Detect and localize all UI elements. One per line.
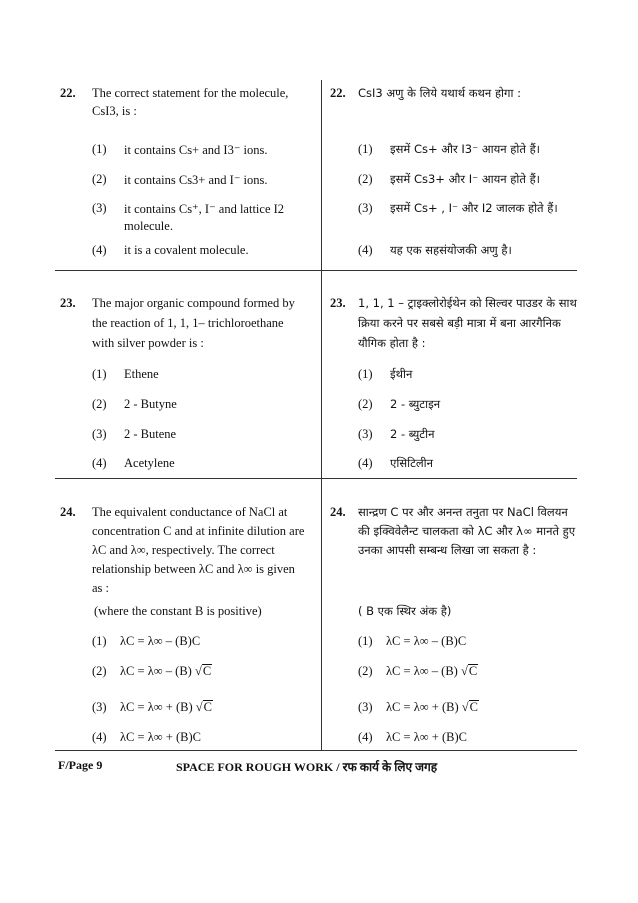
q22-hi-stem: CsI3 अणु के लिये यथार्थ कथन होगा : — [358, 86, 522, 100]
q23-number-hi: 23. — [330, 296, 346, 310]
q24-stem-line5: as : — [92, 581, 110, 595]
sqrt-symbol: C — [469, 700, 478, 714]
q23-stem-line2: the reaction of 1, 1, 1– trichloroethane — [92, 316, 284, 330]
q23-opt1-num: (1) — [92, 367, 107, 381]
sqrt-symbol: C — [468, 664, 478, 678]
q22-opt1-text: it contains Cs+ and I3⁻ ions. — [124, 143, 268, 157]
q22-hi-opt2-text: इसमें Cs3+ और I⁻ आयन होते हैं। — [390, 172, 541, 186]
q22-number-hi: 22. — [330, 86, 346, 100]
q23-hi-opt1-text: ईथीन — [390, 367, 413, 381]
footer-rule — [55, 750, 577, 751]
q23-hi-opt4-num: (4) — [358, 456, 373, 470]
q22-hi-opt1-num: (1) — [358, 142, 373, 156]
q22-stem-line2: CsI3, is : — [92, 104, 137, 118]
q22-hi-opt4-text: यह एक सहसंयोजकी अणु है। — [390, 243, 512, 257]
q23-stem-line1: The major organic compound formed by — [92, 296, 295, 310]
page-number: F/Page 9 — [58, 758, 103, 772]
q24-stem-line1: The equivalent conductance of NaCl at — [92, 505, 288, 519]
q23-stem-line3: with silver powder is : — [92, 336, 204, 350]
q23-hi-opt2-num: (2) — [358, 397, 373, 411]
q24-hi-opt3-num: (3) — [358, 700, 373, 714]
q23-hi-opt4-text: एसिटिलीन — [390, 456, 434, 470]
q24-hi-opt1-expr: λC = λ∞ – (B)C — [386, 634, 467, 648]
q23-hi-opt3-text: 2 - ब्युटीन — [390, 427, 435, 441]
separator-23-24 — [55, 478, 577, 479]
q24-stem-line2: concentration C and at infinite dilution are — [92, 524, 305, 538]
q23-opt2-num: (2) — [92, 397, 107, 411]
q22-hi-opt1-text: इसमें Cs+ और I3⁻ आयन होते हैं। — [390, 142, 541, 156]
separator-22-23 — [55, 270, 577, 271]
q24-stem-line3: λC and λ∞, respectively. The correct — [92, 543, 275, 557]
q24-hi-opt3-expr: λC = λ∞ + (B) √C — [386, 700, 478, 714]
q24-number-en: 24. — [60, 505, 76, 519]
q24-hi-opt4-expr: λC = λ∞ + (B)C — [386, 730, 467, 744]
q22-stem-line1: The correct statement for the molecule, — [92, 86, 289, 100]
q22-opt4-text: it is a covalent molecule. — [124, 243, 249, 257]
q24-hi-stem-line2: की इक्विवेलैन्ट चालकता को λC और λ∞ मानते हुए — [358, 524, 576, 538]
q24-hi-stem-line3: उनका आपसी सम्बन्ध लिखा जा सकता है : — [358, 543, 537, 557]
q23-hi-opt2-text: 2 - ब्युटाइन — [390, 397, 441, 411]
q22-opt2-text: it contains Cs3+ and I⁻ ions. — [124, 173, 268, 187]
q24-opt3-expr: λC = λ∞ + (B) √C — [120, 700, 212, 714]
q24-hi-stem-line1: सान्द्रण C पर और अनन्त तनुता पर NaCl विलयन — [358, 505, 568, 519]
q22-hi-opt2-num: (2) — [358, 172, 373, 186]
q24-note: (where the constant B is positive) — [94, 604, 262, 618]
q23-hi-opt1-num: (1) — [358, 367, 373, 381]
q22-hi-opt4-num: (4) — [358, 243, 373, 257]
q24-hi-opt1-num: (1) — [358, 634, 373, 648]
q24-opt4-num: (4) — [92, 730, 107, 744]
sqrt-symbol: C — [202, 664, 212, 678]
q23-opt3-text: 2 - Butene — [124, 427, 177, 441]
q23-opt4-text: Acetylene — [124, 456, 175, 470]
rough-work-label: SPACE FOR ROUGH WORK / रफ कार्य के लिए जगह — [176, 760, 438, 774]
q23-hi-opt3-num: (3) — [358, 427, 373, 441]
q23-hi-stem-line3: यौगिक होता है : — [358, 336, 426, 350]
q24-stem-line4: relationship between λC and λ∞ is given — [92, 562, 295, 576]
column-divider — [321, 80, 322, 750]
q22-opt4-num: (4) — [92, 243, 107, 257]
q22-opt3-text: it contains Cs⁺, I⁻ and lattice I2 — [124, 202, 285, 216]
q24-opt1-expr: λC = λ∞ – (B)C — [120, 634, 201, 648]
q22-opt2-num: (2) — [92, 172, 107, 186]
q22-opt3-cont: molecule. — [124, 219, 173, 233]
q23-number-en: 23. — [60, 296, 76, 310]
q24-opt1-num: (1) — [92, 634, 107, 648]
q24-hi-opt4-num: (4) — [358, 730, 373, 744]
q23-opt4-num: (4) — [92, 456, 107, 470]
q24-hi-note: ( B एक स्थिर अंक है) — [358, 604, 452, 618]
q22-hi-opt3-text: इसमें Cs+ , I⁻ और I2 जालक होते हैं। — [390, 201, 558, 215]
q23-opt3-num: (3) — [92, 427, 107, 441]
q23-opt1-text: Ethene — [124, 367, 159, 381]
q23-hi-stem-line1: 1, 1, 1 – ट्राइक्लोरोईथेन को सिल्वर पाउडर के साथ — [358, 296, 577, 310]
q24-hi-opt2-num: (2) — [358, 664, 373, 678]
q24-opt2-expr: λC = λ∞ – (B) √C — [120, 664, 212, 678]
q22-opt3-num: (3) — [92, 201, 107, 215]
q24-opt3-num: (3) — [92, 700, 107, 714]
q22-number-en: 22. — [60, 86, 76, 100]
sqrt-symbol: C — [203, 700, 212, 714]
q22-hi-opt3-num: (3) — [358, 201, 373, 215]
q23-opt2-text: 2 - Butyne — [124, 397, 177, 411]
q24-number-hi: 24. — [330, 505, 346, 519]
q23-hi-stem-line2: क्रिया करने पर सबसे बड़ी मात्रा में बना आरगैनिक — [358, 316, 561, 330]
q24-opt2-num: (2) — [92, 664, 107, 678]
q22-opt1-num: (1) — [92, 142, 107, 156]
q24-hi-opt2-expr: λC = λ∞ – (B) √C — [386, 664, 478, 678]
q24-opt4-expr: λC = λ∞ + (B)C — [120, 730, 201, 744]
